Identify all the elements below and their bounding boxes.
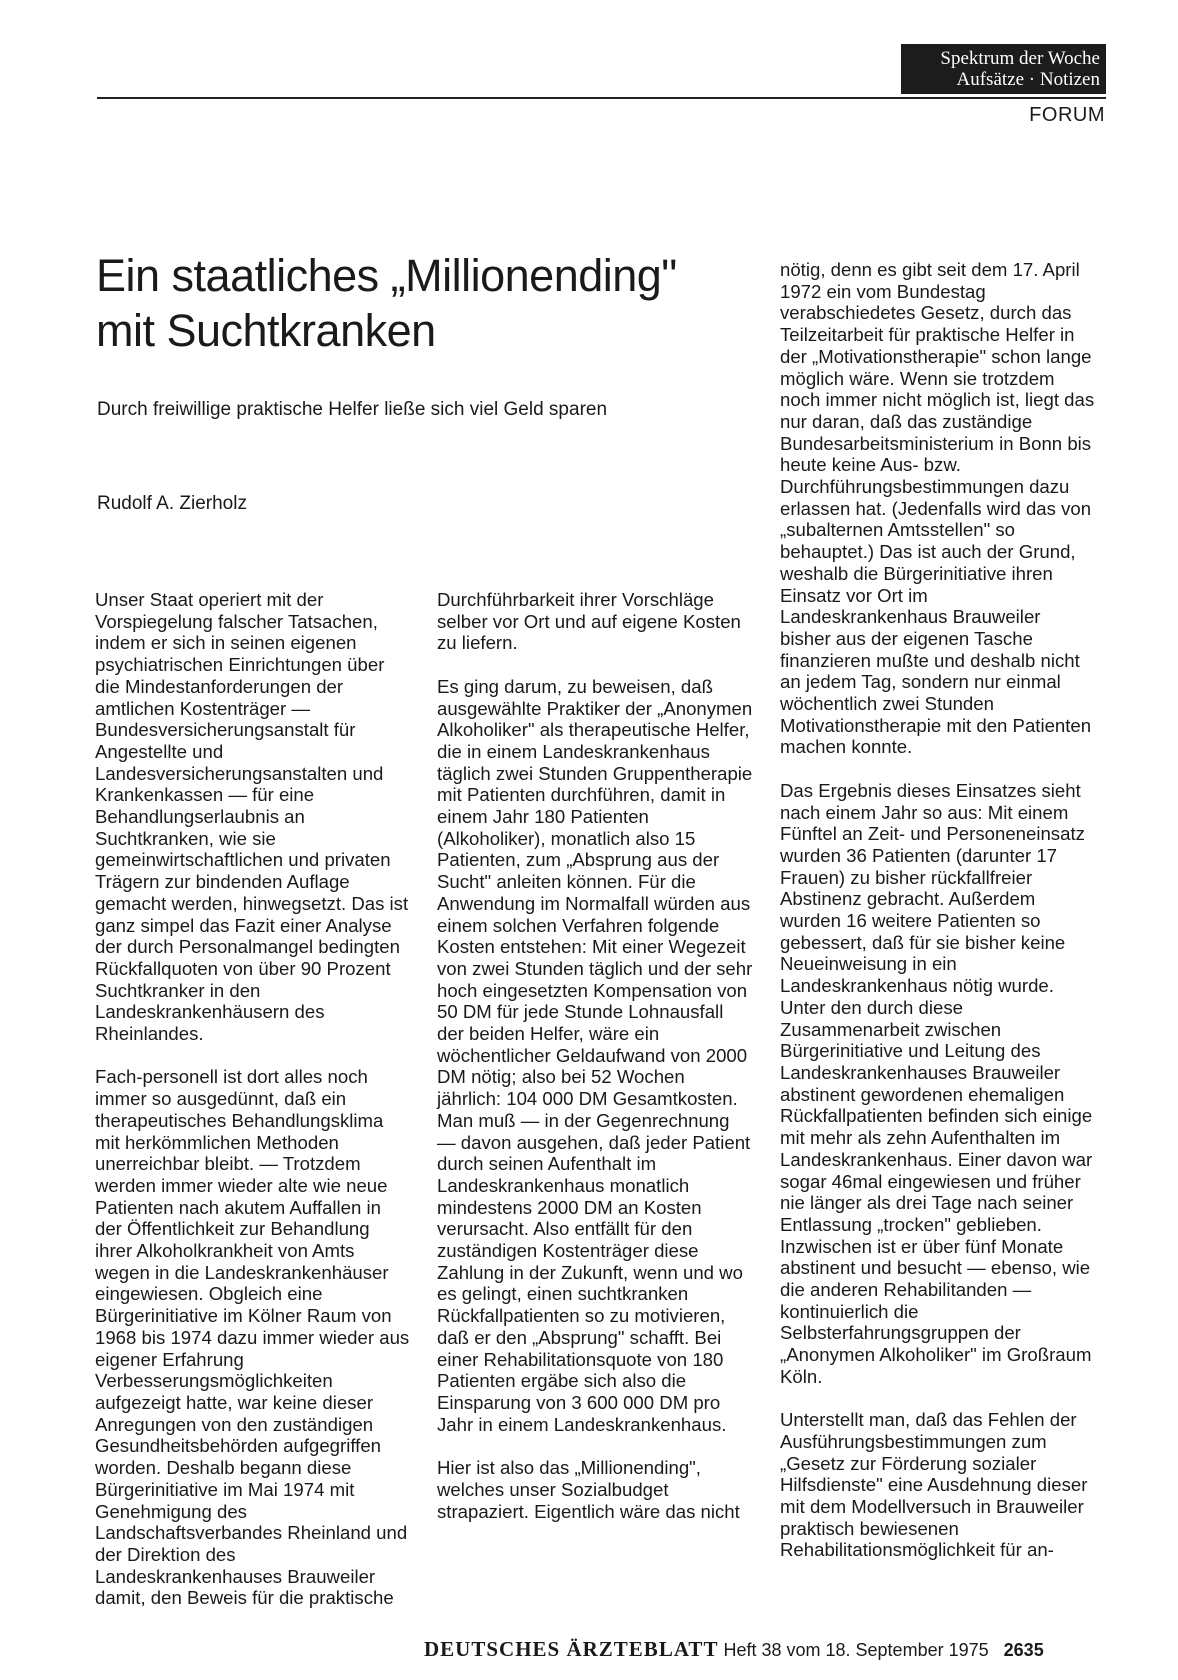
header-rule (97, 97, 1106, 99)
article-subtitle: Durch freiwillige praktische Helfer ließe sich viel Geld sparen (97, 399, 608, 420)
paragraph: Unser Staat operiert mit der Vorspiegelung falscher Tatsachen, indem er sich in seinen eigenen psychiatrischen Einrichtungen über die Mindestanforderungen der amtlichen Kostenträger — Bundesversicherungsanstalt für Angestellte und Landesversicherungsanstalten und Krankenkassen — für eine Behandlungserlaubnis an Suchtkranken, wie sie gemeinwirtschaftlichen und privaten Trägern zur bindenden Auflage gemacht werden, hinwegsetzt. Das ist ganz simpel das Fazit einer Analyse der durch Personalmangel bedingten Rückfallquoten von über 90 Prozent Suchtkranker in den Landeskrankenhäusern des Rheinlandes. (95, 589, 409, 1045)
article-author: Rudolf A. Zierholz (97, 493, 247, 514)
article-title (96, 248, 736, 358)
page-number: 2635 (1003, 1640, 1044, 1660)
paragraph: Es ging darum, zu beweisen, daß ausgewählte Praktiker der „Anonymen Alkoholiker" als therapeutische Helfer, die in einem Landeskrankenhaus täglich zwei Stunden Gruppentherapie mit Patienten durchführen, damit in einem Jahr 180 Patienten (Alkoholiker), monatlich also 15 Patienten, zum „Absprung aus der Sucht" anleiten können. Für die Anwendung im Normalfall würden aus einem solchen Verfahren folgende Kosten entstehen: Mit einer Wegezeit von zwei Stunden täglich und der sehr hoch eingesetzten Kompensation von 50 DM für jede Stunde Lohnausfall der beiden Helfer, wäre ein wöchentlicher Geldaufwand von 2000 DM nötig; also bei 52 Wochen jährlich: 104 000 DM Gesamtkosten. Man muß — in der Gegenrechnung — davon ausgehen, daß jeder Patient durch seinen Aufenthalt im Landeskrankenhaus monatlich mindestens 2000 DM an Kosten verursacht. Also entfällt für den zuständigen Kostenträger diese Zahlung in der Zukunft, wenn und wo es gelingt, einen suchtkranken Rückfallpatienten so zu motivieren, daß er den „Absprung" schafft. Bei einer Rehabilitationsquote von 180 Patienten ergäbe sich also die Einsparung von 3 600 000 DM pro Jahr in einem Landeskrankenhaus. (437, 675, 753, 1435)
section-label: FORUM (1029, 104, 1105, 126)
text-column-2 (437, 589, 753, 1522)
title-line-1: Ein staatliches „Millionending" (96, 250, 677, 301)
page-footer (424, 1637, 1044, 1662)
text-column-3 (780, 259, 1096, 1561)
text-column-1 (95, 589, 411, 1609)
paragraph: Das Ergebnis dieses Einsatzes sieht nach einem Jahr so aus: Mit einem Fünftel an Zeit- und Personeneinsatz wurden 36 Patienten (darunter 17 Frauen) zu bisher rückfallfreier Abstinenz gebracht. Außerdem wurden 16 weitere Patienten so gebessert, daß für sie bisher keine Neueinweisung in ein Landeskrankenhaus nötig wurde. Unter den durch diese Zusammenarbeit zwischen Bürgerinitiative und Leitung des Landeskrankenhauses Brauweiler abstinent gewordenen ehemaligen Rückfallpatienten befinden sich einige mit mehr als zehn Aufenthalten im Landeskrankenhaus. Einer davon war sogar 46mal eingewiesen und früher nie länger als drei Tage nach seiner Entlassung „trocken" geblieben. Inzwischen ist er über fünf Monate abstinent und besucht — ebenso, wie die anderen Rehabilitanden — kontinuierlich die Selbsterfahrungsgruppen der „Anonymen Alkoholiker" im Großraum Köln. (780, 779, 1093, 1387)
paragraph: Hier ist also das „Millionending", welches unser Sozialbudget strapaziert. Eigentlich wäre das nicht (437, 1457, 740, 1522)
paragraph: Fach-personell ist dort alles noch immer so ausgedünnt, daß ein therapeutisches Behandlungsklima mit herkömmlichen Methoden unerreichbar bleibt. — Trotzdem werden immer wieder alte wie neue Patienten nach akutem Auffallen in der Öffentlichkeit zur Behandlung ihrer Alkoholkrankheit von Amts wegen in die Landeskrankenhäuser eingewiesen. Obgleich eine Bürgerinitiative im Kölner Raum von 1968 bis 1974 dazu immer wieder aus eigener Erfahrung Verbesserungsmöglichkeiten aufgezeigt hatte, war keine dieser Anregungen von den zuständigen Gesundheitsbehörden aufgegriffen worden. Deshalb begann diese Bürgerinitiative im Mai 1974 mit Genehmigung des Landschaftsverbandes Rheinland und der Direktion des Landeskrankenhauses Brauweiler damit, den Beweis für die praktische (95, 1066, 410, 1609)
section-badge (901, 44, 1106, 94)
title-line-2: mit Suchtkranken (96, 305, 436, 356)
paragraph: nötig, denn es gibt seit dem 17. April 1972 ein vom Bundestag verabschiedetes Gesetz, durch das Teilzeitarbeit für praktische Helfer in der „Motivationstherapie" schon lange möglich wäre. Wenn sie trotzdem noch immer nicht möglich ist, liegt das nur daran, daß das zuständige Bundesarbeitsministerium in Bonn bis heute keine Aus- bzw. Durchführungsbestimmungen dazu erlassen hat. (Jedenfalls wird das von „subalternen Amtsstellen" so behauptet.) Das ist auch der Grund, weshalb die Bürgerinitiative ihren Einsatz vor Ort im Landeskrankenhaus Brauweiler bisher aus der eigenen Tasche finanzieren mußte und deshalb nicht an jedem Tag, sondern nur einmal wöchentlich zwei Stunden Motivationstherapie mit den Patienten machen konnte. (780, 259, 1095, 758)
issue-info: Heft 38 vom 18. September 1975 (723, 1640, 989, 1660)
badge-line-2: Aufsätze · Notizen (956, 69, 1100, 90)
journal-name: DEUTSCHES ÄRZTEBLATT (424, 1637, 719, 1661)
paragraph: Unterstellt man, daß das Fehlen der Ausführungsbestimmungen zum „Gesetz zur Förderung sozialer Hilfsdienste" eine Ausdehnung dieser mit dem Modellversuch in Brauweiler praktisch bewiesenen Rehabilitationsmöglichkeit für an- (780, 1409, 1088, 1561)
paragraph: Durchführbarkeit ihrer Vorschläge selber vor Ort und auf eigene Kosten zu liefern. (437, 589, 741, 654)
badge-line-1: Spektrum der Woche (940, 48, 1100, 69)
